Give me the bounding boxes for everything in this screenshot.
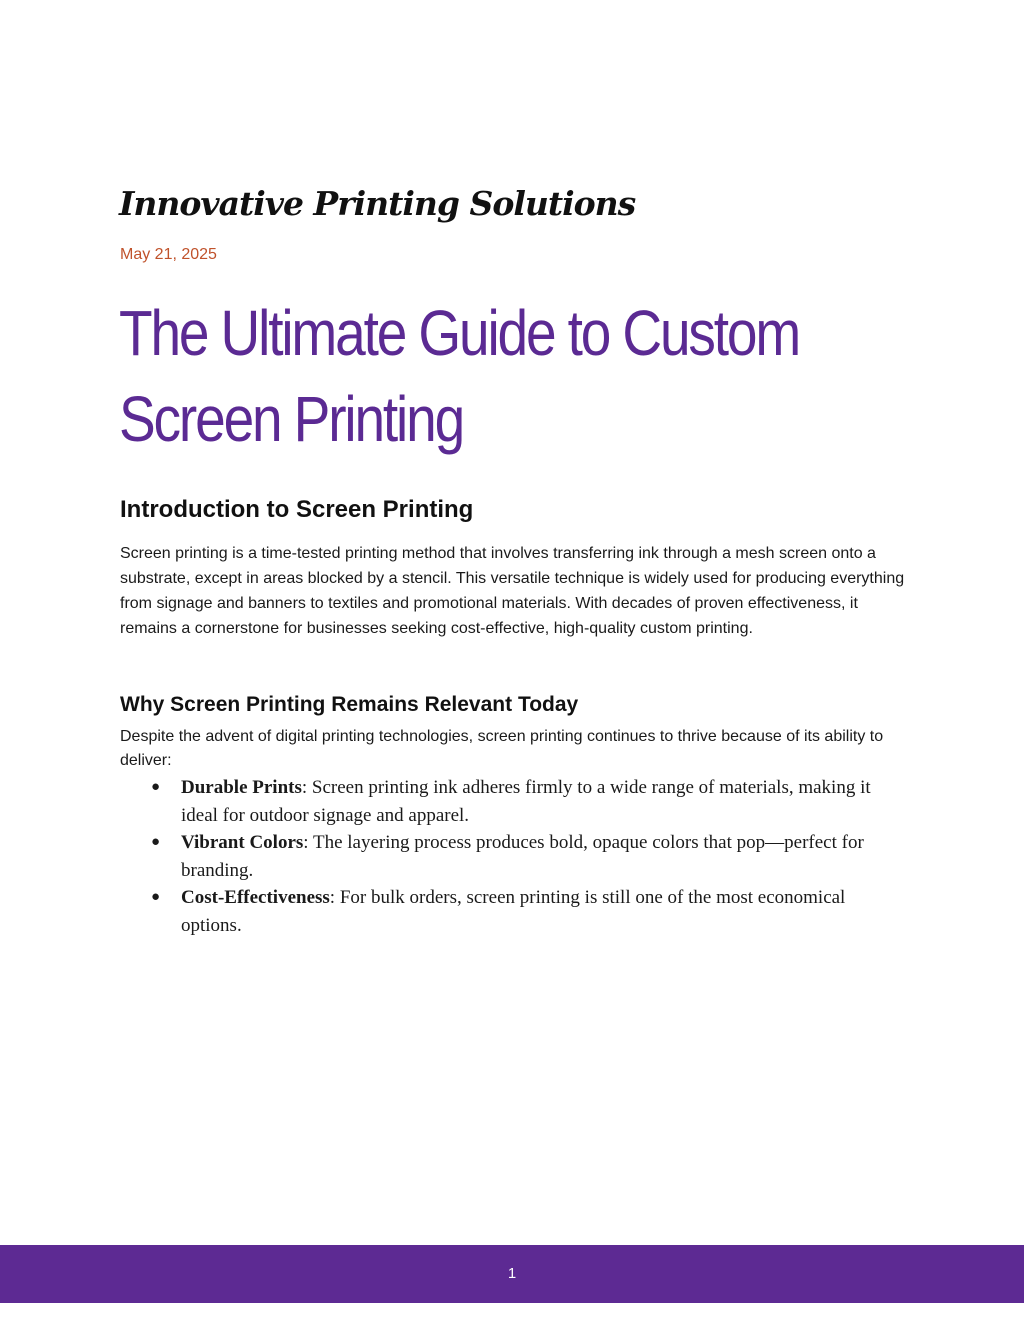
list-item-term: Durable Prints (181, 777, 302, 798)
list-item (150, 829, 910, 884)
list-item-text: : Screen printing ink adheres firmly to a wide range of materials, making it ideal for outdoor signage and apparel. (181, 777, 871, 826)
footer-bar (0, 1245, 1024, 1303)
bullet-icon: ● (151, 834, 161, 850)
list-item-text: : For bulk orders, screen printing is still one of the most economical options. (181, 887, 846, 936)
publish-date: May 21, 2025 (120, 246, 217, 263)
bullet-icon: ● (151, 779, 161, 795)
list-item (150, 884, 910, 939)
section-heading-relevance: Why Screen Printing Remains Relevant Today (120, 693, 579, 716)
brand-name: Innovative Printing Solutions (119, 184, 636, 223)
list-item-term: Vibrant Colors (181, 832, 304, 853)
benefits-list (150, 774, 910, 939)
bullet-icon: ● (151, 889, 161, 905)
list-item-text: : The layering process produces bold, opaque colors that pop—perfect for branding. (181, 832, 864, 881)
section-heading-introduction: Introduction to Screen Printing (120, 496, 474, 523)
relevance-lead-paragraph: Despite the advent of digital printing technologies, screen printing continues to thrive because of its ability to deliver: (120, 728, 884, 769)
list-item-term: Cost-Effectiveness (181, 887, 330, 908)
page-title: The Ultimate Guide to Custom Screen Printing (119, 297, 800, 455)
introduction-paragraph: Screen printing is a time-tested printing method that involves transferring ink through a mesh screen onto a substrate, except in areas blocked by a stencil. This versatile technique is widely used for producing everything from signage and banners to textiles and promotional materials. With decades of proven effectiveness, it remains a cornerstone for businesses seeking cost-effective, high-quality custom printing. (120, 545, 905, 637)
list-item (150, 774, 910, 829)
page-number: 1 (507, 1265, 517, 1282)
